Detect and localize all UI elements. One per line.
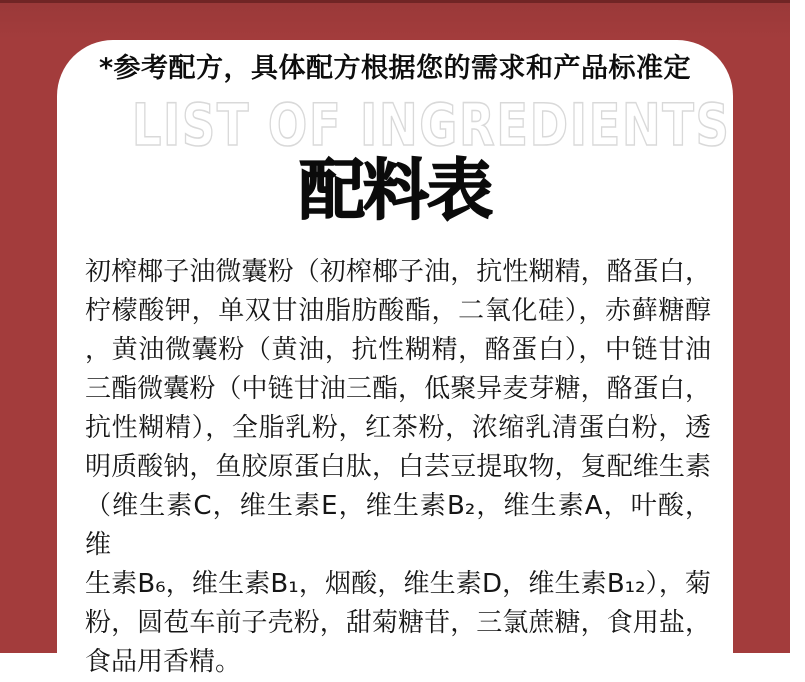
ingredients-line: 初榨椰子油微囊粉（初榨椰子油，抗性糊精，酪蛋白，: [85, 257, 711, 287]
subtitle-en-wrap: [57, 91, 733, 159]
ingredients-line: 粉，圆苞车前子壳粉，甜菊糖苷，三氯蔗糖，食用盐，: [85, 608, 711, 638]
ingredients-card: [57, 40, 733, 677]
ingredients-line: 三酯微囊粉（中链甘油三酯，低聚异麦芽糖，酪蛋白，: [85, 374, 711, 404]
top-dark-strip: [0, 0, 790, 3]
ingredients-line: 明质酸钠，鱼胶原蛋白肽，白芸豆提取物，复配维生素: [85, 452, 711, 482]
ingredients-line: 食品用香精。: [85, 647, 242, 677]
ingredients-line: 柠檬酸钾，单双甘油脂肪酸酯，二氧化硅），赤藓糖醇: [85, 296, 711, 326]
ingredients-line: 抗性糊精），全脂乳粉，红茶粉，浓缩乳清蛋白粉，透: [85, 413, 711, 443]
subtitle-en-outline-text: LIST OF INGREDIENTS: [131, 91, 731, 159]
ingredients-line: ，黄油微囊粉（黄油，抗性糊精，酪蛋白），中链甘油: [85, 335, 711, 365]
page-title: 配料表: [299, 152, 491, 229]
disclaimer-note: *参考配方，具体配方根据您的需求和产品标准定: [98, 53, 692, 84]
ingredients-line: 生素B₆，维生素B₁，烟酸，维生素D，维生素B₁₂），菊: [85, 569, 711, 599]
ingredients-line: （维生素C，维生素E，维生素B₂，维生素A，叶酸，维: [85, 491, 711, 560]
ingredients-text: [85, 253, 711, 682]
